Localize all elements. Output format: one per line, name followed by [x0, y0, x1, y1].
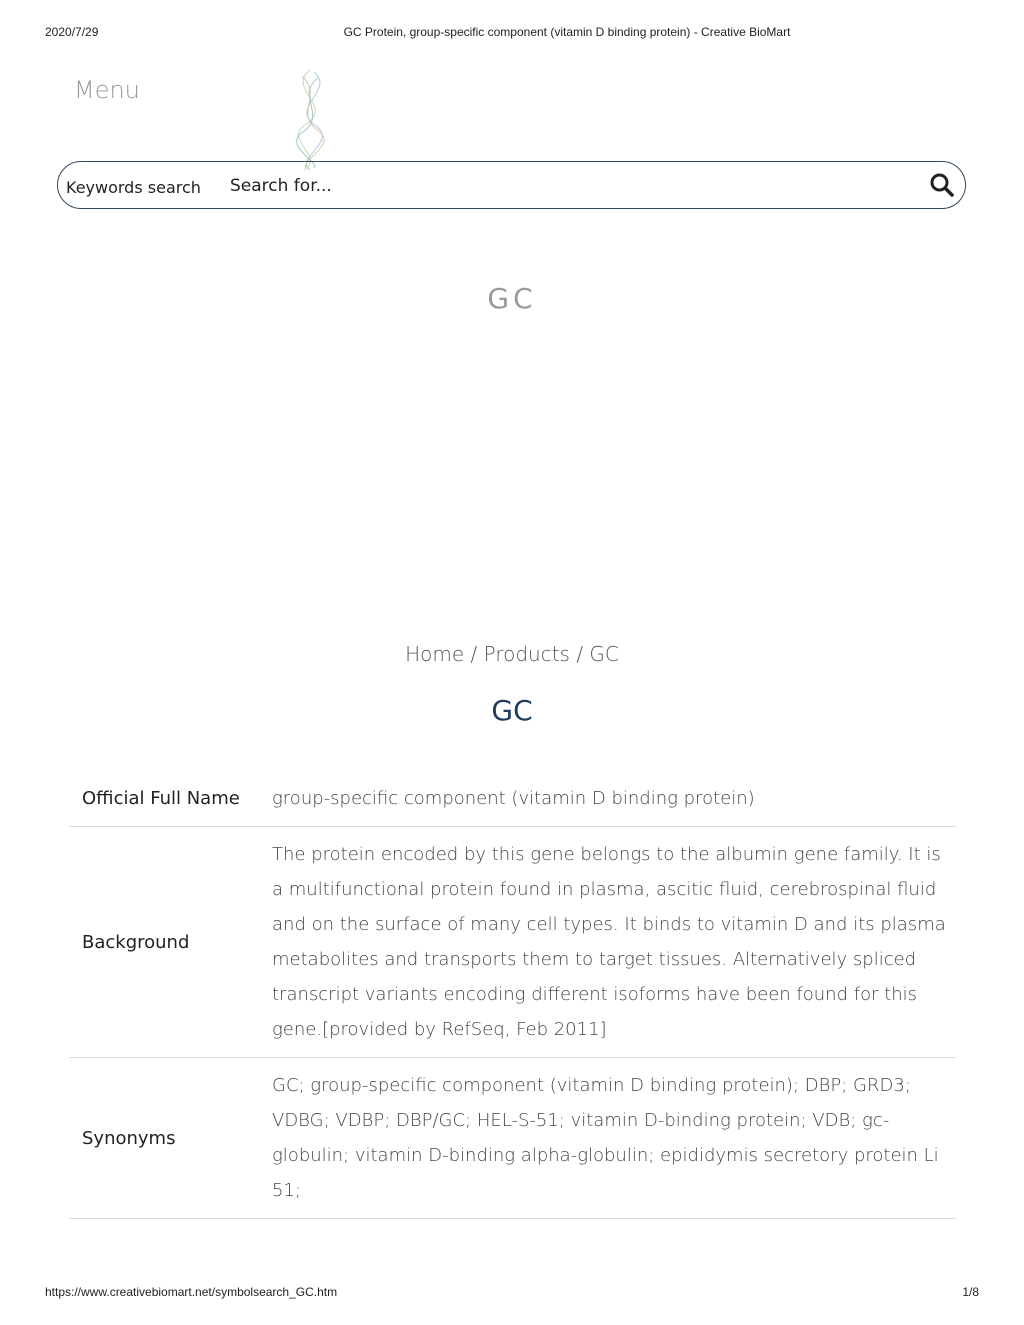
- gene-info-table: [69, 770, 956, 1219]
- print-footer-url: https://www.creativebiomart.net/symbolsearch_GC.htm: [45, 1285, 338, 1299]
- search-scope-label[interactable]: Keywords search: [66, 178, 201, 197]
- print-header-date: 2020/7/29: [45, 25, 99, 39]
- table-row: [69, 1058, 956, 1219]
- breadcrumb-home[interactable]: Home: [405, 642, 465, 666]
- row-label-official-full-name: Official Full Name: [69, 770, 259, 827]
- menu-button[interactable]: Menu: [74, 76, 140, 104]
- search-bar: [57, 161, 966, 209]
- page-title: GC: [491, 694, 533, 727]
- row-label-background: Background: [69, 827, 259, 1058]
- breadcrumb: [0, 642, 1024, 666]
- row-value-official-full-name: group-specific component (vitamin D binding protein): [259, 770, 956, 827]
- breadcrumb-separator: /: [569, 642, 590, 666]
- table-row: [69, 827, 956, 1058]
- search-icon[interactable]: [929, 172, 955, 198]
- row-value-synonyms: GC; group-specific component (vitamin D binding protein); DBP; GRD3; VDBG; VDBP; DBP/GC; HEL-S-51; vitamin D-binding protein; VDB; gc-globulin; vitamin D-binding alpha-globulin; epididymis secretory protein Li 51;: [259, 1058, 956, 1219]
- breadcrumb-separator: /: [464, 642, 484, 666]
- breadcrumb-current: GC: [589, 642, 619, 666]
- breadcrumb-products[interactable]: Products: [483, 642, 570, 666]
- print-header-title: GC Protein, group-specific component (vitamin D binding protein) - Creative BioMart: [343, 25, 791, 39]
- row-value-background: The protein encoded by this gene belongs to the albumin gene family. It is a multifunctional protein found in plasma, ascitic fluid, cerebrospinal fluid and on the surface of many cell types. It binds to vitamin D and its plasma metabolites and transports them to target tissues. Alternatively spliced transcript variants encoding different isoforms have been found for this gene.[provided by RefSeq, Feb 2011]: [259, 827, 956, 1058]
- search-input[interactable]: [228, 170, 912, 202]
- table-row: [69, 770, 956, 827]
- print-footer-page-number: 1/8: [962, 1285, 979, 1299]
- hero-title: GC: [487, 282, 537, 315]
- row-label-synonyms: Synonyms: [69, 1058, 259, 1219]
